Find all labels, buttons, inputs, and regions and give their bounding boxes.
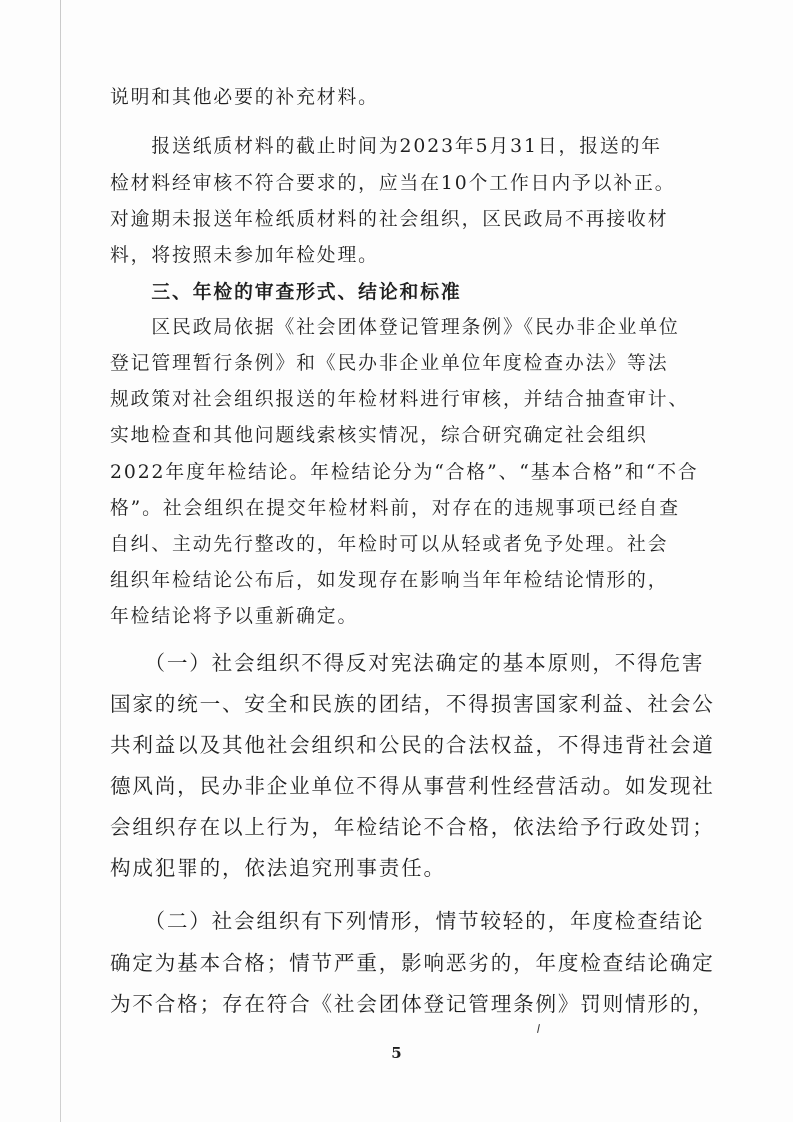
pen-mark [537,1024,540,1033]
text-line: （二）社会组织有下列情形，情节较轻的，年度检查结论 [110,909,705,933]
text-line: 国家的统一、安全和民族的团结，不得损害国家利益、社会公 [110,692,715,716]
text-line: 检材料经审核不符合要求的，应当在10个工作日内予以补正。 [110,173,676,194]
text-line: 组织年检结论公布后，如发现存在影响当年年检结论情形的， [110,570,669,591]
section-heading: 三、年检的审查形式、结论和标准 [110,281,462,303]
text-line: 规政策对社会组织报送的年检材料进行审核，并结合抽查审计、 [110,389,690,410]
text-line: 德风尚，民办非企业单位不得从事营利性经营活动。如发现社 [110,774,715,798]
text-line: 料，将按照未参加年检处理。 [110,245,379,266]
text-line: 实地检查和其他问题线索核实情况，综合研究确定社会组织 [110,425,648,446]
text-line: 2022年度年检结论。年检结论分为“合格”、“基本合格”和“不合 [110,462,699,483]
text-line: 区民政局依据《社会团体登记管理条例》《民办非企业单位 [110,317,680,338]
scan-edge-line [60,0,61,1122]
text-line: （一）社会组织不得反对宪法确定的基本原则，不得危害 [110,651,705,675]
text-line: 确定为基本合格；情节严重，影响恶劣的，年度检查结论确定 [110,951,715,975]
text-line: 说明和其他必要的补充材料。 [110,87,379,108]
text-line: 登记管理暂行条例》和《民办非企业单位年度检查办法》等法 [110,353,669,374]
text-line: 自纠、主动先行整改的，年检时可以从轻或者免予处理。社会 [110,534,669,555]
text-line: 格”。社会组织在提交年检材料前，对存在的违规事项已经自查 [110,498,680,519]
text-line: 年检结论将予以重新确定。 [110,606,359,627]
text-line: 共利益以及其他社会组织和公民的合法权益，不得违背社会道 [110,733,715,757]
page-number: 5 [391,1044,402,1062]
text-line: 为不合格；存在符合《社会团体登记管理条例》罚则情形的， [110,992,715,1016]
text-line: 报送纸质材料的截止时间为2023年5月31日，报送的年 [110,136,662,157]
text-line: 构成犯罪的，依法追究刑事责任。 [110,856,446,880]
text-line: 对逾期未报送年检纸质材料的社会组织，区民政局不再接收材 [110,209,669,230]
text-line: 会组织存在以上行为，年检结论不合格，依法给予行政处罚； [110,815,715,839]
